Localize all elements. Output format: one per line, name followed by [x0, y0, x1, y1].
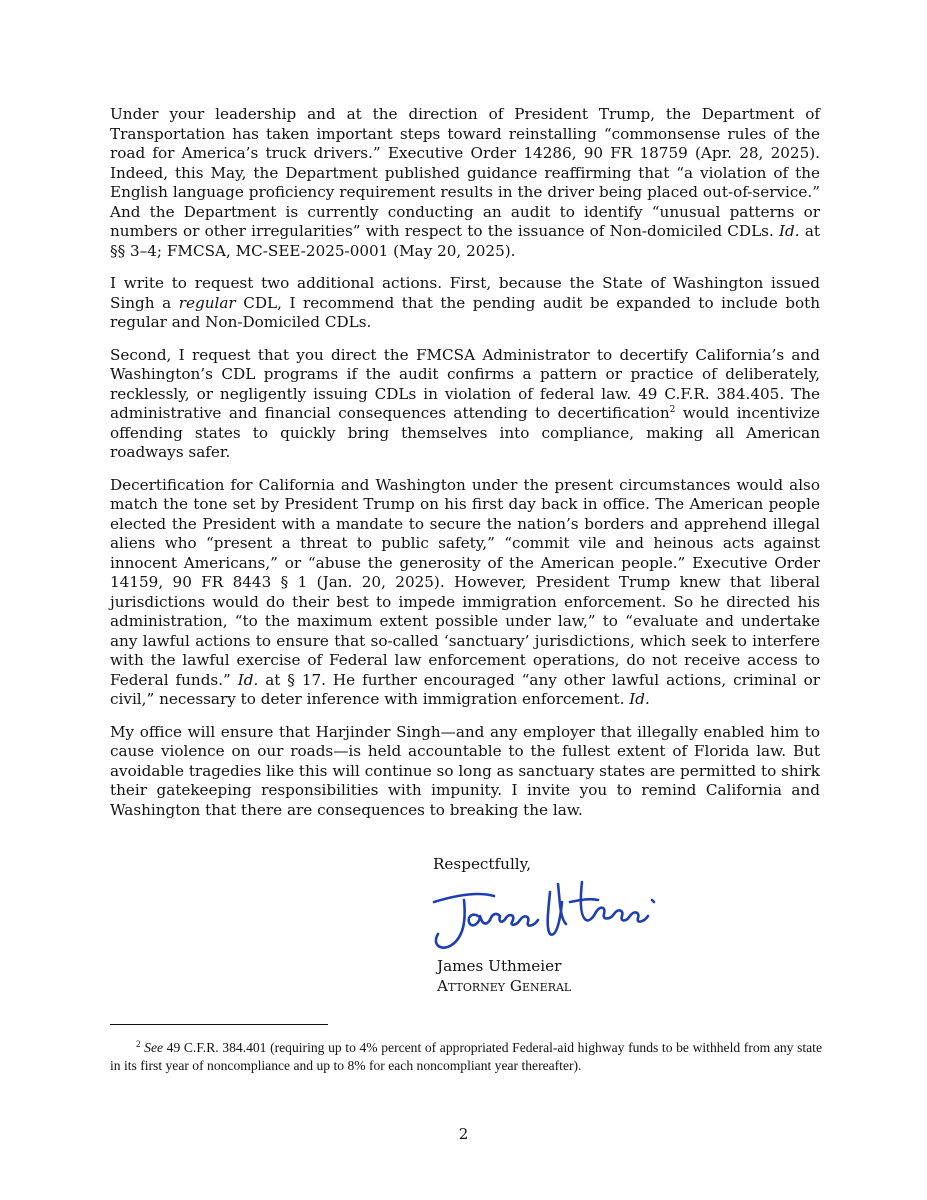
paragraph-4: [110, 476, 820, 710]
signer-title: Attorney General: [437, 977, 572, 995]
p3-text-a: Second, I request that you direct the FMCSA Administrator to decertify California’s and Washington’s CDL programs if the audit confirms a pattern or practice of deliberately, recklessly, or negligently issuing CDLs in violation of federal law. 49 C.F.R. 384.405. The administrative and financial consequences attending to decertification: [110, 345, 820, 422]
p1-id-cite: Id.: [779, 222, 800, 240]
signature-image: [420, 872, 680, 962]
page-number: 2: [458, 1125, 469, 1143]
footnote-divider: [110, 1024, 328, 1025]
footnote-see: See: [144, 1040, 164, 1055]
signer-name: James Uthmeier: [437, 957, 562, 975]
p3-text-b: would incentivize offending states to quickly bring themselves into compliance, making all American roadways safer.: [110, 404, 820, 461]
paragraph-5: My office will ensure that Harjinder Singh—and any employer that illegally enabled him to cause violence on our roads—is held accountable to the fullest extent of Florida law. But avoidable tragedies like this will continue so long as sanctuary states are permitted to shirk their gatekeeping responsibilities with impunity. I invite you to remind California and Washington that there are consequences to breaking the law.: [110, 722, 820, 819]
closing-salutation: Respectfully,: [433, 855, 532, 873]
footnote-number: 2: [136, 1039, 141, 1049]
paragraph-1: [110, 105, 820, 261]
p2-emphasis: regular: [178, 293, 236, 312]
p2-text-a: I write to request two additional actions. First, because the State of Washington issued Singh a: [110, 274, 820, 312]
footnote-text: 49 C.F.R. 384.401 (requiring up to 4% percent of appropriated Federal-aid highway funds to be withheld from any state in its first year of noncompliance and up to 8% for each noncompliant year thereafter).: [110, 1040, 822, 1073]
p4-id-cite-1: Id.: [237, 670, 259, 689]
paragraph-3: [110, 346, 820, 463]
footnote: [110, 1036, 822, 1074]
p2-text-b: CDL, I recommend that the pending audit be expanded to include both regular and Non-Domiciled CDLs.: [110, 293, 820, 331]
p1-text-b: at §§ 3–4; FMCSA, MC-SEE-2025-0001 (May 20, 2025).: [110, 222, 820, 260]
p4-text-b: at § 17. He further encouraged “any other lawful actions, criminal or civil,” necessary to deter inference with immigration enforcement.: [110, 670, 820, 708]
p4-text-a: Decertification for California and Washington under the present circumstances would also match the tone set by President Trump on his first day back in office. The American people elected the President with a mandate to secure the nation’s borders and apprehend illegal aliens who “present a threat to public safety,” “commit vile and heinous acts against innocent Americans,” or “abuse the generosity of the American people.” Executive Order 14159, 90 FR 8443 § 1 (Jan. 20, 2025). However, President Trump knew that liberal jurisdictions would do their best to impede immigration enforcement. So he directed his administration, “to the maximum extent possible under law,” to “evaluate and undertake any lawful actions to ensure that so-called ‘sanctuary’ jurisdictions, which seek to interfere with the lawful exercise of Federal law enforcement operations, do not receive access to Federal funds.”: [110, 475, 820, 689]
paragraph-2: [110, 274, 820, 333]
p4-id-cite-2: Id.: [629, 690, 650, 708]
p1-text-a: Under your leadership and at the direction of President Trump, the Department of Transportation has taken important steps toward reinstalling “commonsense rules of the road for America’s truck drivers.” Executive Order 14286, 90 FR 18759 (Apr. 28, 2025). Indeed, this May, the Department published guidance reaffirming that “a violation of the English language proficiency requirement results in the driver being placed out-of-service.” And the Department is currently conducting an audit to identify “unusual patterns or numbers or other irregularities” with respect to the issuance of Non-domiciled CDLs.: [110, 105, 820, 240]
footnote-ref[interactable]: 2: [669, 405, 676, 415]
letter-body: [110, 105, 820, 833]
